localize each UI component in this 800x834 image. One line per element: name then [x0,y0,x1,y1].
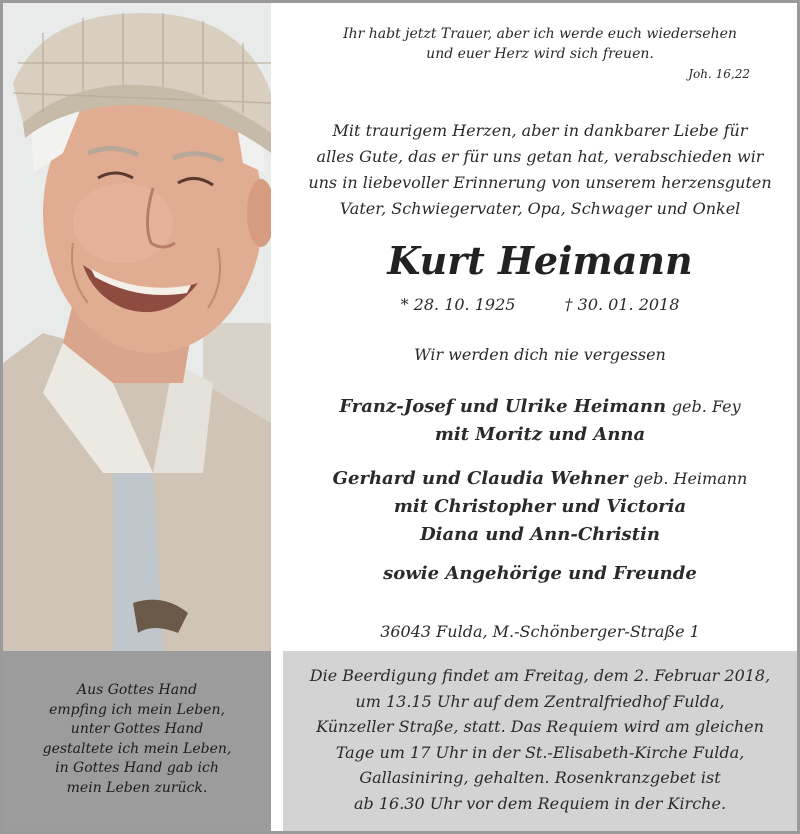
portrait-illustration [3,3,271,651]
address: 36043 Fulda, M.-Schönberger-Straße 1 [380,622,700,641]
bible-verse: Ihr habt jetzt Trauer, aber ich werde euch wiedersehen und euer Herz wird sich freuen. [343,26,737,62]
family-group-1 [283,393,797,449]
family-2-line-2: Diana und Ann-Christin [420,524,660,545]
intro-text: Mit traurigem Herzen, aber in dankbarer Liebe für alles Gute, das er für uns getan hat, verabschieden wir uns in liebevoller Erinnerung von unserem herzensguten Vater, Schwiegervater, Opa, Schwager und Onkel [308,121,772,218]
relatives-line: sowie Angehörige und Freunde [383,563,697,584]
funeral-details: Die Beerdigung findet am Freitag, dem 2. Februar 2018, um 13.15 Uhr auf dem Zentralfriedhof Fulda, Künzeller Straße, statt. Das Requiem wird am gleichen Tage um 17 Uhr in der St.-Elisabeth-Kirche Fulda, Gallasiniring, gehalten. Rosenkranzgebet ist ab 16.30 Uhr vor dem Requiem in der Kirche. [309,666,771,813]
family-2-names: Gerhard und Claudia Wehner [332,468,628,489]
funeral-info-panel [283,651,797,831]
family-2-geb: geb. Heimann [633,469,748,488]
portrait-photo [3,3,271,651]
death-date: † 30. 01. 2018 [564,295,680,314]
birth-date: * 28. 10. 1925 [400,295,516,314]
deceased-name: Kurt Heimann [387,238,693,283]
life-dates [283,294,797,316]
family-2-line-1: mit Christopher und Victoria [393,496,687,517]
family-1-geb: geb. Fey [671,397,741,416]
remember-line: Wir werden dich nie vergessen [414,345,666,364]
gottes-hand-quote: Aus Gottes Hand empfing ich mein Leben, unter Gottes Hand gestaltete ich mein Leben, in Gottes Hand gab ich mein Leben zurück. [42,682,232,796]
verse-reference: Joh. 16,22 [688,67,750,81]
quote-panel [3,651,271,831]
family-1-names: Franz-Josef und Ulrike Heimann [339,396,667,417]
family-group-2 [283,465,797,549]
family-1-line-1: mit Moritz und Anna [434,424,646,445]
